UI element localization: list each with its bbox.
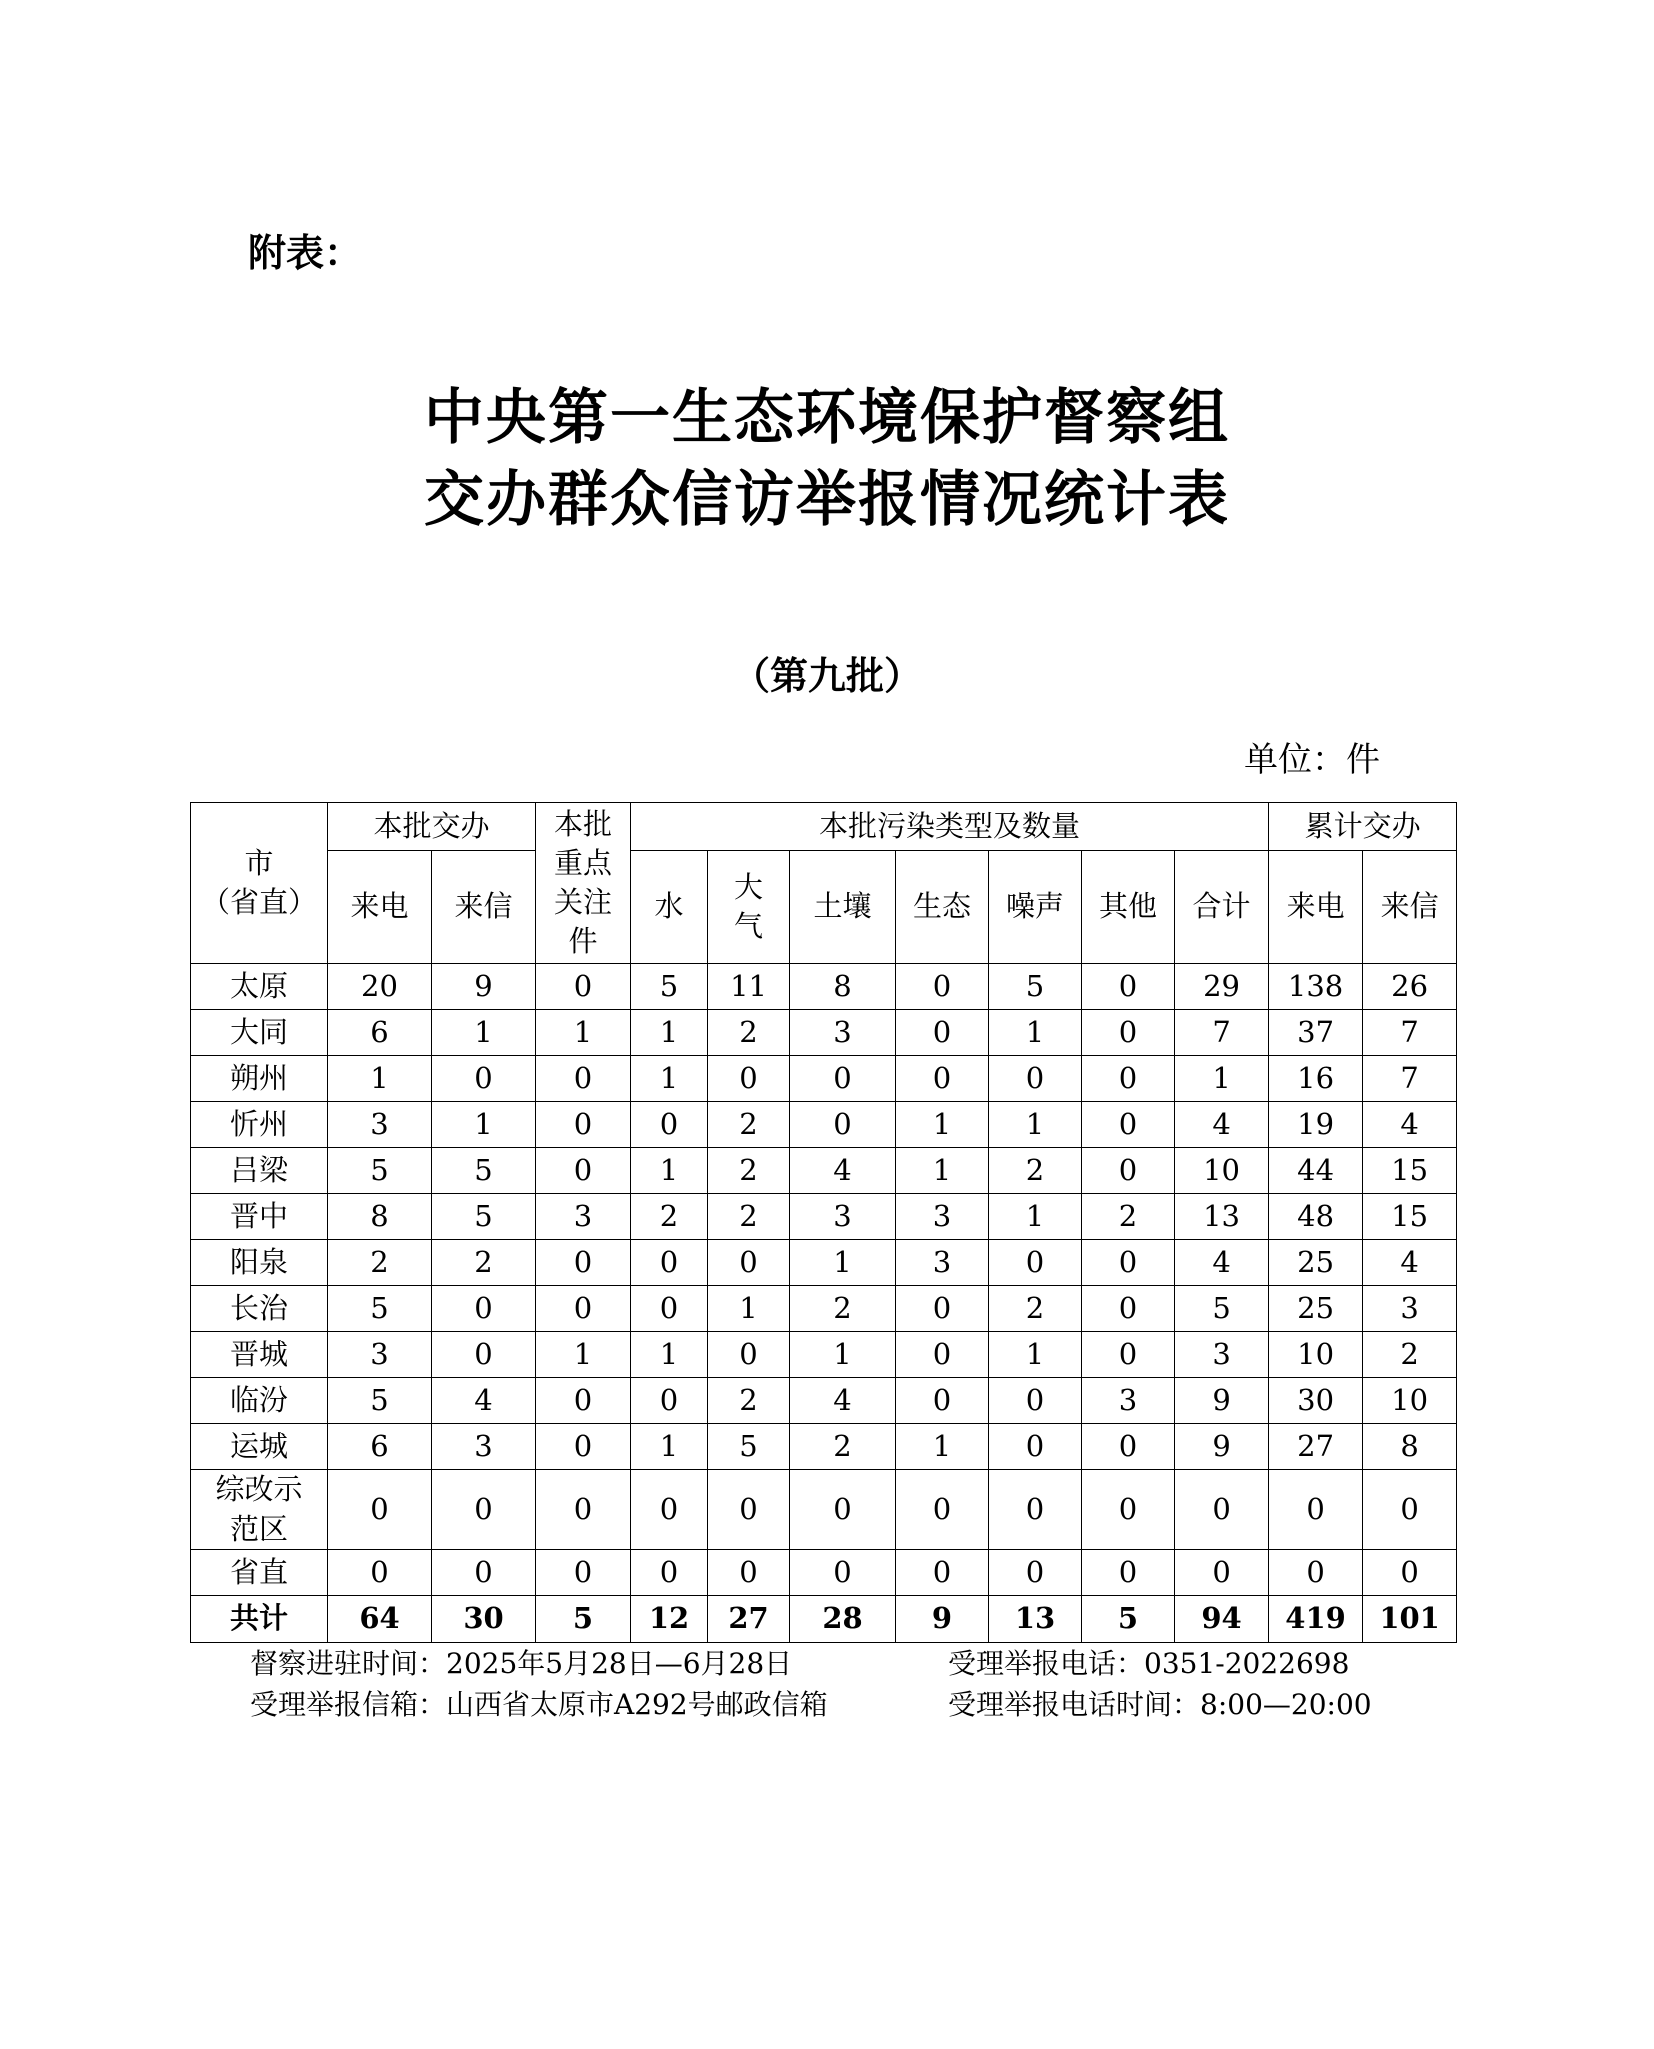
city-cell: 太原 [191,964,328,1010]
value-cell: 0 [989,1550,1082,1596]
value-cell: 8 [328,1194,432,1240]
value-cell: 9 [432,964,536,1010]
footer-mailbox: 受理举报信箱：山西省太原市A292号邮政信箱 [250,1688,828,1721]
city-cell: 省直 [191,1550,328,1596]
value-cell: 4 [790,1148,896,1194]
header-water: 水 [631,851,708,964]
value-cell: 0 [536,1240,631,1286]
table-row [191,1332,1457,1378]
value-cell: 3 [896,1194,989,1240]
city-cell: 吕梁 [191,1148,328,1194]
footer-hotline-hours: 受理举报电话时间：8:00—20:00 [948,1688,1372,1721]
header-cumulative-letter: 来信 [1363,851,1457,964]
value-cell: 0 [1082,1148,1175,1194]
value-cell: 5 [631,964,708,1010]
value-cell: 2 [989,1148,1082,1194]
table-header-row-2 [191,851,1457,964]
header-phone: 来电 [328,851,432,964]
value-cell: 0 [631,1378,708,1424]
value-cell: 5 [708,1424,790,1470]
value-cell: 1 [790,1240,896,1286]
value-cell: 1 [896,1148,989,1194]
total-cell: 12 [631,1596,708,1643]
value-cell: 0 [989,1470,1082,1550]
value-cell: 29 [1175,964,1269,1010]
value-cell: 0 [708,1470,790,1550]
header-pollution-types: 本批污染类型及数量 [631,803,1269,851]
header-city: 市 （省直） [191,803,328,964]
header-noise: 噪声 [989,851,1082,964]
value-cell: 1 [536,1332,631,1378]
header-cumulative-phone: 来电 [1269,851,1363,964]
total-cell: 9 [896,1596,989,1643]
city-cell: 临汾 [191,1378,328,1424]
city-cell: 阳泉 [191,1240,328,1286]
table-row [191,1240,1457,1286]
value-cell: 0 [1082,1102,1175,1148]
value-cell: 27 [1269,1424,1363,1470]
value-cell: 1 [790,1332,896,1378]
total-cell: 27 [708,1596,790,1643]
value-cell: 0 [1269,1470,1363,1550]
total-cell: 101 [1363,1596,1457,1643]
city-cell: 长治 [191,1286,328,1332]
city-cell: 忻州 [191,1102,328,1148]
appendix-label: 附表： [248,231,363,275]
table-row [191,1424,1457,1470]
value-cell: 1 [896,1424,989,1470]
value-cell: 0 [1363,1470,1457,1550]
value-cell: 0 [1082,1286,1175,1332]
value-cell: 3 [1082,1378,1175,1424]
value-cell: 5 [989,964,1082,1010]
value-cell: 3 [432,1424,536,1470]
value-cell: 0 [989,1056,1082,1102]
value-cell: 7 [1363,1056,1457,1102]
table-row [191,1194,1457,1240]
header-subtotal: 合计 [1175,851,1269,964]
table-row [191,1056,1457,1102]
value-cell: 2 [708,1378,790,1424]
value-cell: 11 [708,964,790,1010]
value-cell: 0 [1175,1550,1269,1596]
header-other: 其他 [1082,851,1175,964]
value-cell: 15 [1363,1194,1457,1240]
value-cell: 7 [1363,1010,1457,1056]
batch-label: （第九批） [731,653,922,698]
table-row [191,1148,1457,1194]
value-cell: 0 [328,1550,432,1596]
value-cell: 44 [1269,1148,1363,1194]
value-cell: 0 [1082,1010,1175,1056]
value-cell: 9 [1175,1424,1269,1470]
value-cell: 16 [1269,1056,1363,1102]
value-cell: 0 [896,1332,989,1378]
value-cell: 0 [1082,1424,1175,1470]
value-cell: 0 [896,1378,989,1424]
value-cell: 5 [328,1286,432,1332]
value-cell: 0 [708,1240,790,1286]
value-cell: 10 [1269,1332,1363,1378]
table-row [191,1286,1457,1332]
value-cell: 2 [708,1010,790,1056]
value-cell: 25 [1269,1286,1363,1332]
value-cell: 0 [631,1286,708,1332]
table-body [191,964,1457,1596]
city-cell: 晋城 [191,1332,328,1378]
value-cell: 0 [536,1424,631,1470]
value-cell: 1 [432,1010,536,1056]
total-cell: 64 [328,1596,432,1643]
total-cell: 30 [432,1596,536,1643]
value-cell: 0 [896,1056,989,1102]
value-cell: 1 [989,1194,1082,1240]
value-cell: 2 [432,1240,536,1286]
value-cell: 4 [432,1378,536,1424]
value-cell: 0 [896,1010,989,1056]
value-cell: 5 [328,1378,432,1424]
value-cell: 3 [328,1102,432,1148]
value-cell: 4 [1363,1102,1457,1148]
value-cell: 5 [432,1194,536,1240]
value-cell: 1 [536,1010,631,1056]
value-cell: 0 [1082,1332,1175,1378]
value-cell: 0 [536,1148,631,1194]
header-ecology: 生态 [896,851,989,964]
table-row [191,1378,1457,1424]
value-cell: 2 [708,1102,790,1148]
value-cell: 0 [536,1470,631,1550]
value-cell: 0 [708,1332,790,1378]
value-cell: 15 [1363,1148,1457,1194]
table-row [191,964,1457,1010]
header-batch-assigned: 本批交办 [328,803,536,851]
value-cell: 10 [1175,1148,1269,1194]
value-cell: 0 [432,1332,536,1378]
footer-hotline: 受理举报电话：0351-2022698 [948,1647,1350,1680]
value-cell: 0 [1082,1240,1175,1286]
value-cell: 3 [896,1240,989,1286]
value-cell: 0 [1082,1056,1175,1102]
value-cell: 0 [432,1056,536,1102]
value-cell: 0 [989,1378,1082,1424]
value-cell: 4 [1175,1102,1269,1148]
table-row [191,1550,1457,1596]
value-cell: 0 [989,1240,1082,1286]
value-cell: 2 [1082,1194,1175,1240]
value-cell: 2 [989,1286,1082,1332]
total-cell: 28 [790,1596,896,1643]
value-cell: 3 [1363,1286,1457,1332]
value-cell: 6 [328,1424,432,1470]
value-cell: 0 [1175,1470,1269,1550]
value-cell: 1 [631,1010,708,1056]
value-cell: 2 [708,1148,790,1194]
total-label: 共计 [191,1596,328,1643]
value-cell: 0 [1082,1550,1175,1596]
value-cell: 0 [536,1286,631,1332]
value-cell: 3 [790,1010,896,1056]
value-cell: 2 [1363,1332,1457,1378]
value-cell: 0 [328,1470,432,1550]
value-cell: 0 [896,1550,989,1596]
value-cell: 1 [989,1102,1082,1148]
value-cell: 0 [896,1470,989,1550]
value-cell: 1 [631,1148,708,1194]
value-cell: 6 [328,1010,432,1056]
table-row [191,1102,1457,1148]
header-soil: 土壤 [790,851,896,964]
total-cell: 94 [1175,1596,1269,1643]
value-cell: 1 [631,1056,708,1102]
footer-period: 督察进驻时间：2025年5月28日—6月28日 [250,1647,793,1680]
value-cell: 4 [1175,1240,1269,1286]
total-cell: 5 [1082,1596,1175,1643]
city-cell: 综改示 范区 [191,1470,328,1550]
value-cell: 1 [896,1102,989,1148]
value-cell: 2 [328,1240,432,1286]
value-cell: 5 [328,1148,432,1194]
value-cell: 2 [790,1286,896,1332]
table-row [191,1470,1457,1550]
value-cell: 30 [1269,1378,1363,1424]
value-cell: 1 [631,1332,708,1378]
value-cell: 20 [328,964,432,1010]
city-cell: 运城 [191,1424,328,1470]
value-cell: 25 [1269,1240,1363,1286]
value-cell: 10 [1363,1378,1457,1424]
value-cell: 0 [708,1056,790,1102]
value-cell: 0 [790,1550,896,1596]
total-row [191,1596,1457,1643]
value-cell: 37 [1269,1010,1363,1056]
value-cell: 3 [536,1194,631,1240]
value-cell: 0 [790,1102,896,1148]
value-cell: 8 [1363,1424,1457,1470]
statistics-table [190,802,1457,1643]
header-cumulative: 累计交办 [1269,803,1457,851]
total-cell: 5 [536,1596,631,1643]
value-cell: 3 [1175,1332,1269,1378]
value-cell: 3 [328,1332,432,1378]
value-cell: 0 [1363,1550,1457,1596]
value-cell: 48 [1269,1194,1363,1240]
value-cell: 0 [536,964,631,1010]
value-cell: 4 [1363,1240,1457,1286]
value-cell: 1 [432,1102,536,1148]
value-cell: 0 [790,1056,896,1102]
unit-label: 单位：件 [1244,740,1380,780]
header-letter: 来信 [432,851,536,964]
value-cell: 5 [432,1148,536,1194]
value-cell: 0 [790,1470,896,1550]
value-cell: 0 [432,1286,536,1332]
value-cell: 5 [1175,1286,1269,1332]
value-cell: 0 [1082,1470,1175,1550]
value-cell: 1 [631,1424,708,1470]
value-cell: 26 [1363,964,1457,1010]
value-cell: 19 [1269,1102,1363,1148]
value-cell: 0 [896,1286,989,1332]
value-cell: 0 [708,1550,790,1596]
value-cell: 1 [989,1010,1082,1056]
city-cell: 晋中 [191,1194,328,1240]
document-title-line-2: 交办群众信访举报情况统计表 [424,465,1230,535]
value-cell: 8 [790,964,896,1010]
document-title-line-1: 中央第一生态环境保护督察组 [424,383,1230,453]
value-cell: 0 [631,1102,708,1148]
value-cell: 1 [989,1332,1082,1378]
total-cell: 419 [1269,1596,1363,1643]
value-cell: 13 [1175,1194,1269,1240]
value-cell: 0 [432,1550,536,1596]
value-cell: 0 [432,1470,536,1550]
value-cell: 1 [328,1056,432,1102]
value-cell: 1 [708,1286,790,1332]
table-row [191,1010,1457,1056]
value-cell: 0 [536,1378,631,1424]
table-header-row-1 [191,803,1457,851]
value-cell: 4 [790,1378,896,1424]
city-cell: 朔州 [191,1056,328,1102]
total-cell: 13 [989,1596,1082,1643]
value-cell: 7 [1175,1010,1269,1056]
city-cell: 大同 [191,1010,328,1056]
value-cell: 2 [631,1194,708,1240]
value-cell: 2 [790,1424,896,1470]
value-cell: 0 [631,1470,708,1550]
value-cell: 0 [989,1424,1082,1470]
value-cell: 138 [1269,964,1363,1010]
value-cell: 0 [1269,1550,1363,1596]
value-cell: 0 [536,1102,631,1148]
value-cell: 0 [631,1240,708,1286]
header-air: 大 气 [708,851,790,964]
header-key-focus: 本批 重点 关注 件 [536,803,631,964]
value-cell: 0 [536,1550,631,1596]
value-cell: 0 [896,964,989,1010]
value-cell: 2 [708,1194,790,1240]
value-cell: 0 [536,1056,631,1102]
value-cell: 0 [1082,964,1175,1010]
value-cell: 1 [1175,1056,1269,1102]
value-cell: 0 [631,1550,708,1596]
value-cell: 9 [1175,1378,1269,1424]
value-cell: 3 [790,1194,896,1240]
